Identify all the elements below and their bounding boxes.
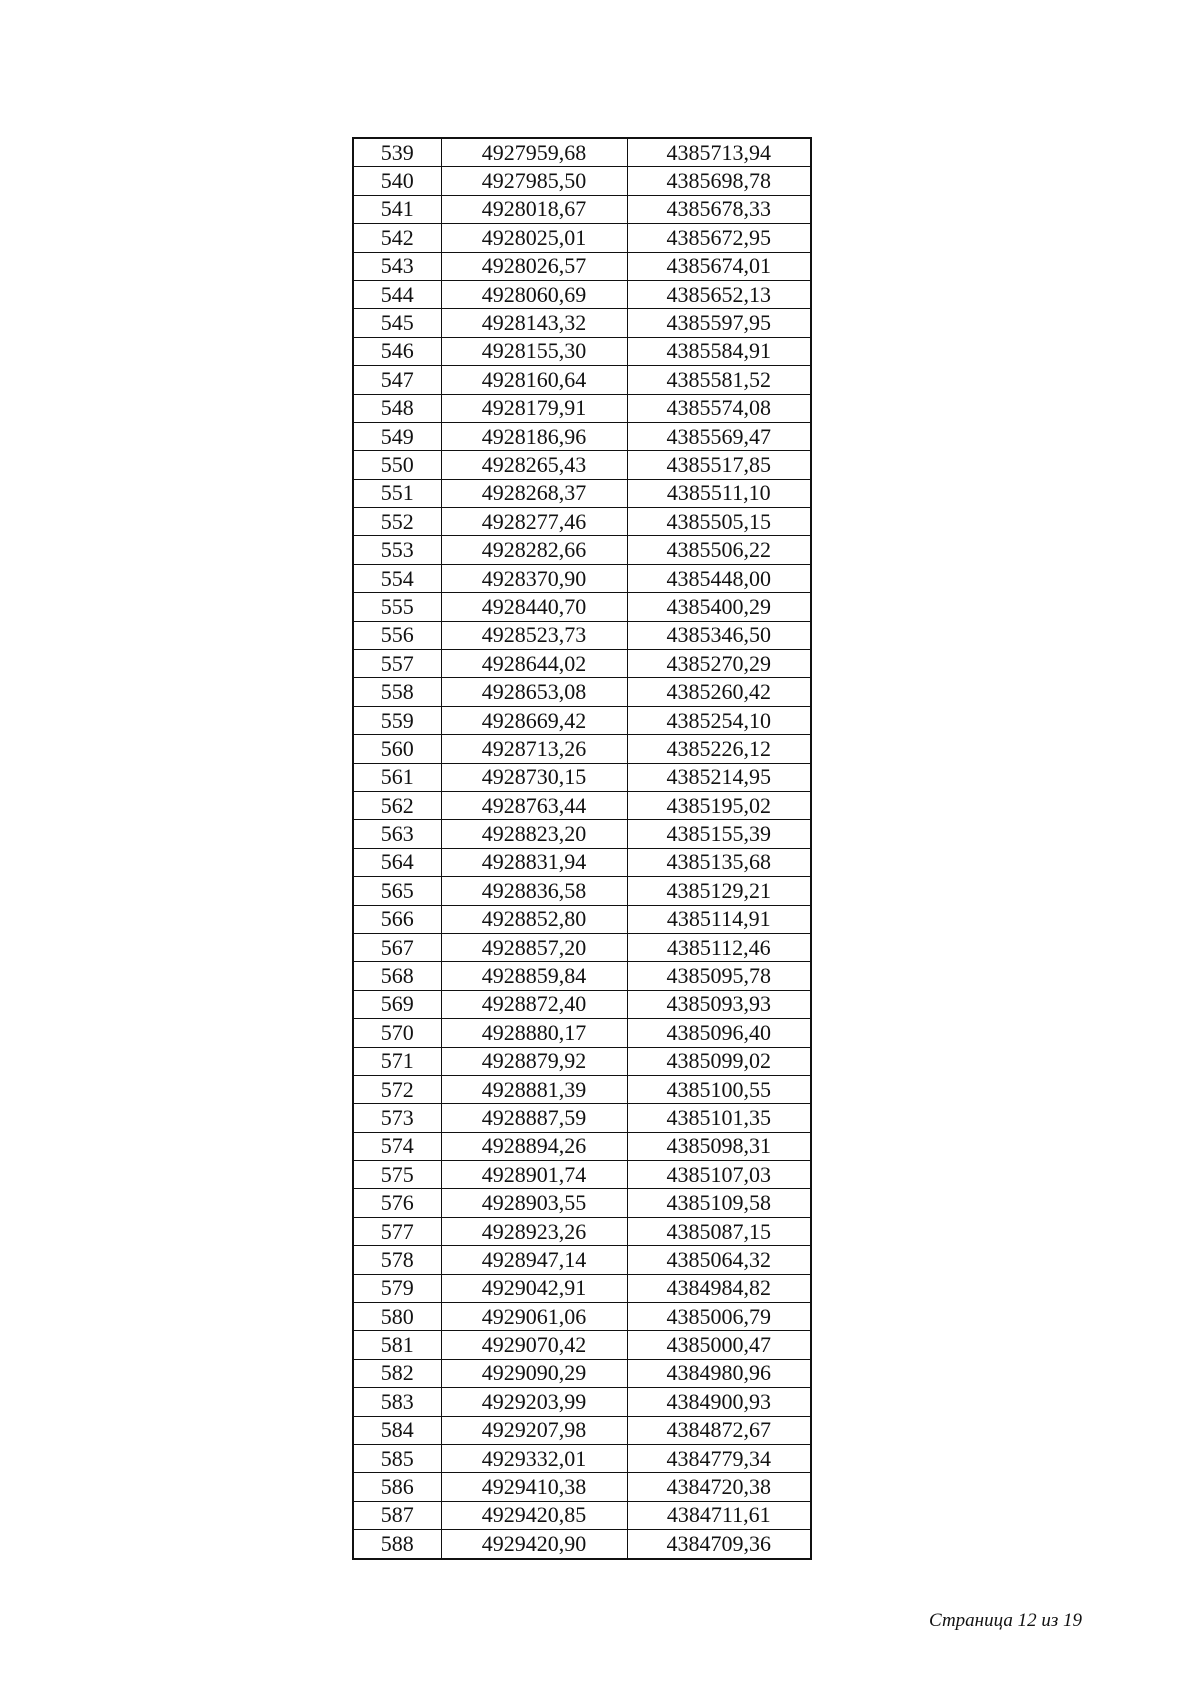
table-row [353,1274,811,1302]
point-number-cell: 572 [353,1075,441,1103]
point-number-cell: 582 [353,1359,441,1387]
table-row [353,508,811,536]
table-row [353,252,811,280]
table-row [353,990,811,1018]
x-coordinate-cell: 4928523,73 [441,621,627,649]
x-coordinate-cell: 4928370,90 [441,564,627,592]
y-coordinate-cell: 4384980,96 [627,1359,811,1387]
y-coordinate-cell: 4385155,39 [627,820,811,848]
table-row [353,650,811,678]
table-row [353,820,811,848]
table-row [353,706,811,734]
y-coordinate-cell: 4385214,95 [627,763,811,791]
point-number-cell: 557 [353,650,441,678]
table-row [353,1501,811,1529]
y-coordinate-cell: 4384779,34 [627,1444,811,1472]
table-row [353,337,811,365]
table-row [353,1473,811,1501]
table-row [353,1416,811,1444]
point-number-cell: 568 [353,962,441,990]
x-coordinate-cell: 4928857,20 [441,933,627,961]
y-coordinate-cell: 4385713,94 [627,138,811,167]
table-row [353,678,811,706]
x-coordinate-cell: 4928730,15 [441,763,627,791]
table-row [353,962,811,990]
y-coordinate-cell: 4385226,12 [627,735,811,763]
table-row [353,451,811,479]
y-coordinate-cell: 4385006,79 [627,1303,811,1331]
x-coordinate-cell: 4929203,99 [441,1388,627,1416]
table-row [353,905,811,933]
point-number-cell: 571 [353,1047,441,1075]
x-coordinate-cell: 4928901,74 [441,1161,627,1189]
y-coordinate-cell: 4385652,13 [627,280,811,308]
y-coordinate-cell: 4385095,78 [627,962,811,990]
x-coordinate-cell: 4929042,91 [441,1274,627,1302]
table-row [353,1132,811,1160]
point-number-cell: 555 [353,593,441,621]
point-number-cell: 579 [353,1274,441,1302]
point-number-cell: 542 [353,224,441,252]
point-number-cell: 554 [353,564,441,592]
point-number-cell: 567 [353,933,441,961]
point-number-cell: 587 [353,1501,441,1529]
y-coordinate-cell: 4385254,10 [627,706,811,734]
y-coordinate-cell: 4385674,01 [627,252,811,280]
table-row [353,280,811,308]
x-coordinate-cell: 4928026,57 [441,252,627,280]
y-coordinate-cell: 4385574,08 [627,394,811,422]
y-coordinate-cell: 4385584,91 [627,337,811,365]
y-coordinate-cell: 4385506,22 [627,536,811,564]
y-coordinate-cell: 4385597,95 [627,309,811,337]
table-row [353,1075,811,1103]
point-number-cell: 563 [353,820,441,848]
y-coordinate-cell: 4385000,47 [627,1331,811,1359]
x-coordinate-cell: 4928669,42 [441,706,627,734]
x-coordinate-cell: 4929207,98 [441,1416,627,1444]
x-coordinate-cell: 4929332,01 [441,1444,627,1472]
table-row [353,735,811,763]
point-number-cell: 576 [353,1189,441,1217]
x-coordinate-cell: 4929090,29 [441,1359,627,1387]
x-coordinate-cell: 4928923,26 [441,1217,627,1245]
x-coordinate-cell: 4928268,37 [441,479,627,507]
table-row [353,1359,811,1387]
x-coordinate-cell: 4928018,67 [441,195,627,223]
point-number-cell: 586 [353,1473,441,1501]
point-number-cell: 584 [353,1416,441,1444]
point-number-cell: 559 [353,706,441,734]
y-coordinate-cell: 4385400,29 [627,593,811,621]
point-number-cell: 562 [353,791,441,819]
table-row [353,195,811,223]
point-number-cell: 560 [353,735,441,763]
point-number-cell: 552 [353,508,441,536]
x-coordinate-cell: 4928879,92 [441,1047,627,1075]
y-coordinate-cell: 4385678,33 [627,195,811,223]
point-number-cell: 564 [353,848,441,876]
y-coordinate-cell: 4384711,61 [627,1501,811,1529]
point-number-cell: 558 [353,678,441,706]
table-row [353,1303,811,1331]
page-number: Страница 12 из 19 [929,1610,1082,1631]
y-coordinate-cell: 4385270,29 [627,650,811,678]
y-coordinate-cell: 4384900,93 [627,1388,811,1416]
y-coordinate-cell: 4385135,68 [627,848,811,876]
x-coordinate-cell: 4928872,40 [441,990,627,1018]
point-number-cell: 575 [353,1161,441,1189]
point-number-cell: 553 [353,536,441,564]
table-row [353,564,811,592]
table-row [353,1444,811,1472]
table-row [353,1217,811,1245]
table-row [353,138,811,167]
y-coordinate-cell: 4385511,10 [627,479,811,507]
y-coordinate-cell: 4385100,55 [627,1075,811,1103]
point-number-cell: 541 [353,195,441,223]
y-coordinate-cell: 4385517,85 [627,451,811,479]
x-coordinate-cell: 4928836,58 [441,877,627,905]
y-coordinate-cell: 4384720,38 [627,1473,811,1501]
y-coordinate-cell: 4385448,00 [627,564,811,592]
table-row [353,621,811,649]
table-row [353,366,811,394]
table-row [353,479,811,507]
y-coordinate-cell: 4385114,91 [627,905,811,933]
table-row [353,1047,811,1075]
x-coordinate-cell: 4928186,96 [441,422,627,450]
x-coordinate-cell: 4928025,01 [441,224,627,252]
y-coordinate-cell: 4385098,31 [627,1132,811,1160]
x-coordinate-cell: 4928653,08 [441,678,627,706]
point-number-cell: 550 [353,451,441,479]
x-coordinate-cell: 4928060,69 [441,280,627,308]
table-row [353,1189,811,1217]
table-row [353,224,811,252]
point-number-cell: 569 [353,990,441,1018]
y-coordinate-cell: 4385698,78 [627,167,811,195]
x-coordinate-cell: 4927959,68 [441,138,627,167]
point-number-cell: 585 [353,1444,441,1472]
point-number-cell: 551 [353,479,441,507]
table-row [353,167,811,195]
table-row [353,536,811,564]
table-row [353,933,811,961]
table-row [353,1246,811,1274]
point-number-cell: 540 [353,167,441,195]
x-coordinate-cell: 4928155,30 [441,337,627,365]
point-number-cell: 577 [353,1217,441,1245]
x-coordinate-cell: 4929410,38 [441,1473,627,1501]
x-coordinate-cell: 4928282,66 [441,536,627,564]
y-coordinate-cell: 4385101,35 [627,1104,811,1132]
table-row [353,593,811,621]
point-number-cell: 570 [353,1019,441,1047]
x-coordinate-cell: 4928160,64 [441,366,627,394]
x-coordinate-cell: 4928903,55 [441,1189,627,1217]
y-coordinate-cell: 4385093,93 [627,990,811,1018]
x-coordinate-cell: 4928880,17 [441,1019,627,1047]
x-coordinate-cell: 4929061,06 [441,1303,627,1331]
x-coordinate-cell: 4927985,50 [441,167,627,195]
x-coordinate-cell: 4929070,42 [441,1331,627,1359]
y-coordinate-cell: 4385112,46 [627,933,811,961]
y-coordinate-cell: 4385129,21 [627,877,811,905]
x-coordinate-cell: 4928894,26 [441,1132,627,1160]
coordinates-table-body [353,138,811,1559]
point-number-cell: 549 [353,422,441,450]
table-row [353,1161,811,1189]
point-number-cell: 574 [353,1132,441,1160]
x-coordinate-cell: 4928179,91 [441,394,627,422]
table-row [353,394,811,422]
y-coordinate-cell: 4385195,02 [627,791,811,819]
y-coordinate-cell: 4385099,02 [627,1047,811,1075]
table-row [353,422,811,450]
table-row [353,1388,811,1416]
y-coordinate-cell: 4385505,15 [627,508,811,536]
y-coordinate-cell: 4384872,67 [627,1416,811,1444]
table-row [353,1019,811,1047]
point-number-cell: 556 [353,621,441,649]
x-coordinate-cell: 4928143,32 [441,309,627,337]
table-row [353,1104,811,1132]
y-coordinate-cell: 4385672,95 [627,224,811,252]
coordinates-table [352,137,812,1560]
point-number-cell: 548 [353,394,441,422]
table-row [353,848,811,876]
table-row [353,763,811,791]
y-coordinate-cell: 4385569,47 [627,422,811,450]
point-number-cell: 545 [353,309,441,337]
point-number-cell: 566 [353,905,441,933]
x-coordinate-cell: 4928831,94 [441,848,627,876]
x-coordinate-cell: 4929420,90 [441,1530,627,1559]
point-number-cell: 583 [353,1388,441,1416]
y-coordinate-cell: 4384984,82 [627,1274,811,1302]
point-number-cell: 546 [353,337,441,365]
point-number-cell: 547 [353,366,441,394]
y-coordinate-cell: 4385260,42 [627,678,811,706]
x-coordinate-cell: 4928265,43 [441,451,627,479]
x-coordinate-cell: 4928887,59 [441,1104,627,1132]
table-row [353,1331,811,1359]
x-coordinate-cell: 4928823,20 [441,820,627,848]
point-number-cell: 543 [353,252,441,280]
table-row [353,309,811,337]
y-coordinate-cell: 4385064,32 [627,1246,811,1274]
point-number-cell: 578 [353,1246,441,1274]
point-number-cell: 561 [353,763,441,791]
table-row [353,791,811,819]
point-number-cell: 588 [353,1530,441,1559]
x-coordinate-cell: 4928859,84 [441,962,627,990]
x-coordinate-cell: 4929420,85 [441,1501,627,1529]
point-number-cell: 573 [353,1104,441,1132]
x-coordinate-cell: 4928713,26 [441,735,627,763]
x-coordinate-cell: 4928947,14 [441,1246,627,1274]
point-number-cell: 580 [353,1303,441,1331]
x-coordinate-cell: 4928644,02 [441,650,627,678]
point-number-cell: 581 [353,1331,441,1359]
y-coordinate-cell: 4385581,52 [627,366,811,394]
x-coordinate-cell: 4928440,70 [441,593,627,621]
table-row [353,877,811,905]
y-coordinate-cell: 4385346,50 [627,621,811,649]
y-coordinate-cell: 4385109,58 [627,1189,811,1217]
point-number-cell: 565 [353,877,441,905]
y-coordinate-cell: 4384709,36 [627,1530,811,1559]
y-coordinate-cell: 4385096,40 [627,1019,811,1047]
x-coordinate-cell: 4928277,46 [441,508,627,536]
x-coordinate-cell: 4928881,39 [441,1075,627,1103]
y-coordinate-cell: 4385087,15 [627,1217,811,1245]
table-row [353,1530,811,1559]
point-number-cell: 544 [353,280,441,308]
point-number-cell: 539 [353,138,441,167]
x-coordinate-cell: 4928852,80 [441,905,627,933]
y-coordinate-cell: 4385107,03 [627,1161,811,1189]
x-coordinate-cell: 4928763,44 [441,791,627,819]
